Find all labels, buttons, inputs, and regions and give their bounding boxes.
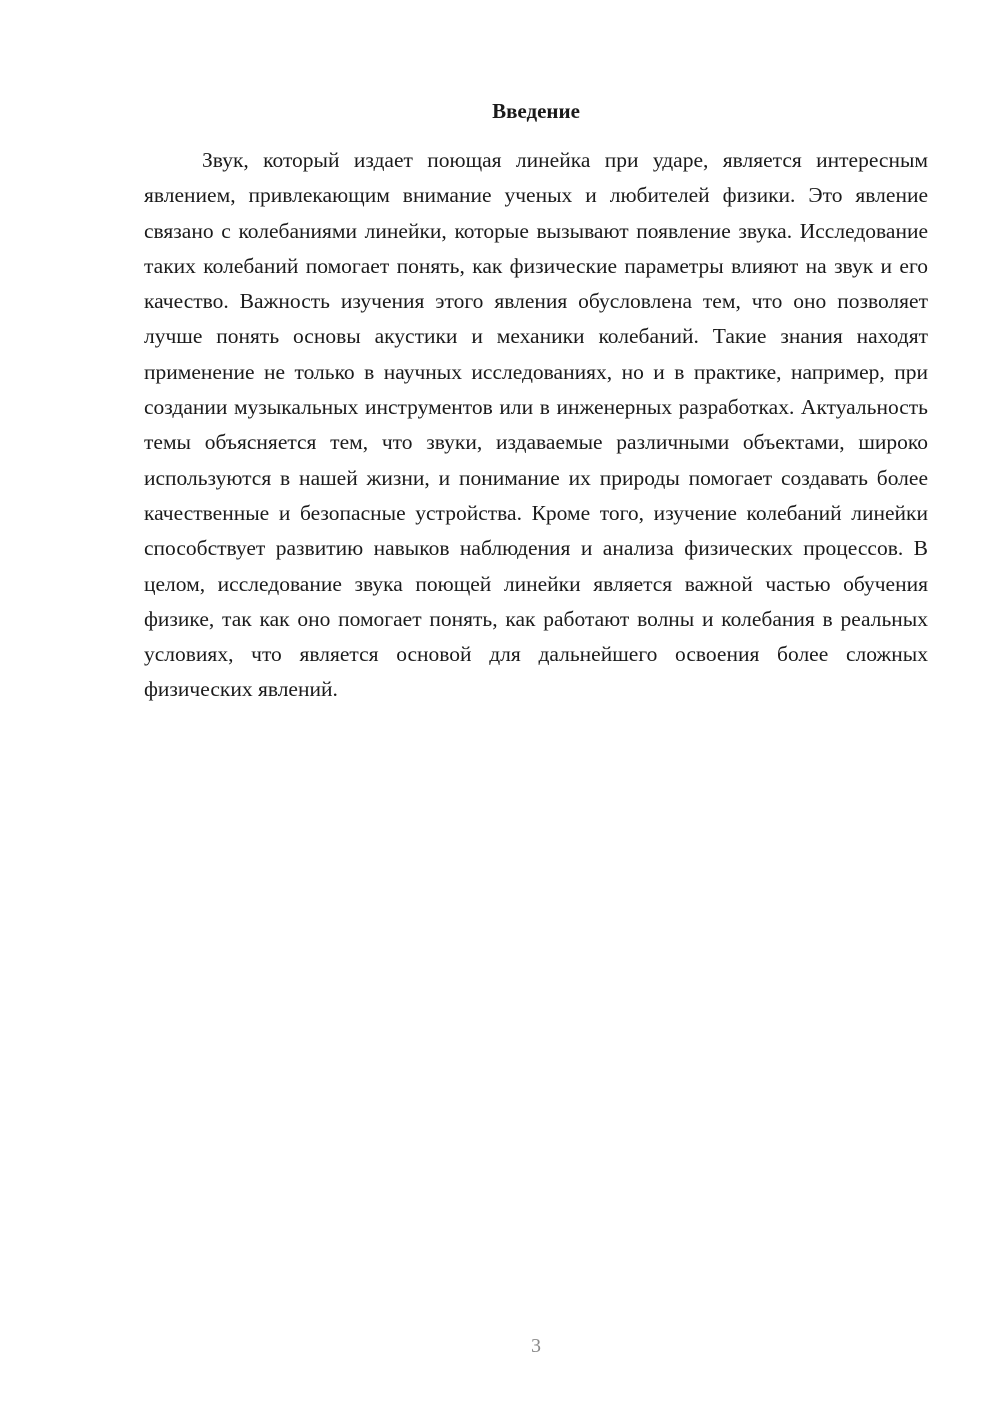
page-number: 3 bbox=[531, 1335, 541, 1357]
body-paragraph: Звук, который издает поющая линейка при ударе, является интересным явлением, привлекающим внимание ученых и любителей физики. Это явление связано с колебаниями линейки, которые вызывают появление звука. Исследование таких колебаний помогает понять, как физические параметры влияют на звук и его качество. Важность изучения этого явления обусловлена тем, что оно позволяет лучше понять основы акустики и механики колебаний. Такие знания находят применение не только в научных исследованиях, но и в практике, например, при создании музыкальных инструментов или в инженерных разработках. Актуальность темы объясняется тем, что звуки, издаваемые различными объектами, широко используются в нашей жизни, и понимание их природы помогает создавать более качественные и безопасные устройства. Кроме того, изучение колебаний линейки способствует развитию навыков наблюдения и анализа физических процессов. В целом, исследование звука поющей линейки является важной частью обучения физике, так как оно помогает понять, как работают волны и колебания в реальных условиях, что является основой для дальнейшего освоения более сложных физических явлений. bbox=[144, 148, 928, 702]
section-heading: Введение bbox=[492, 99, 580, 123]
